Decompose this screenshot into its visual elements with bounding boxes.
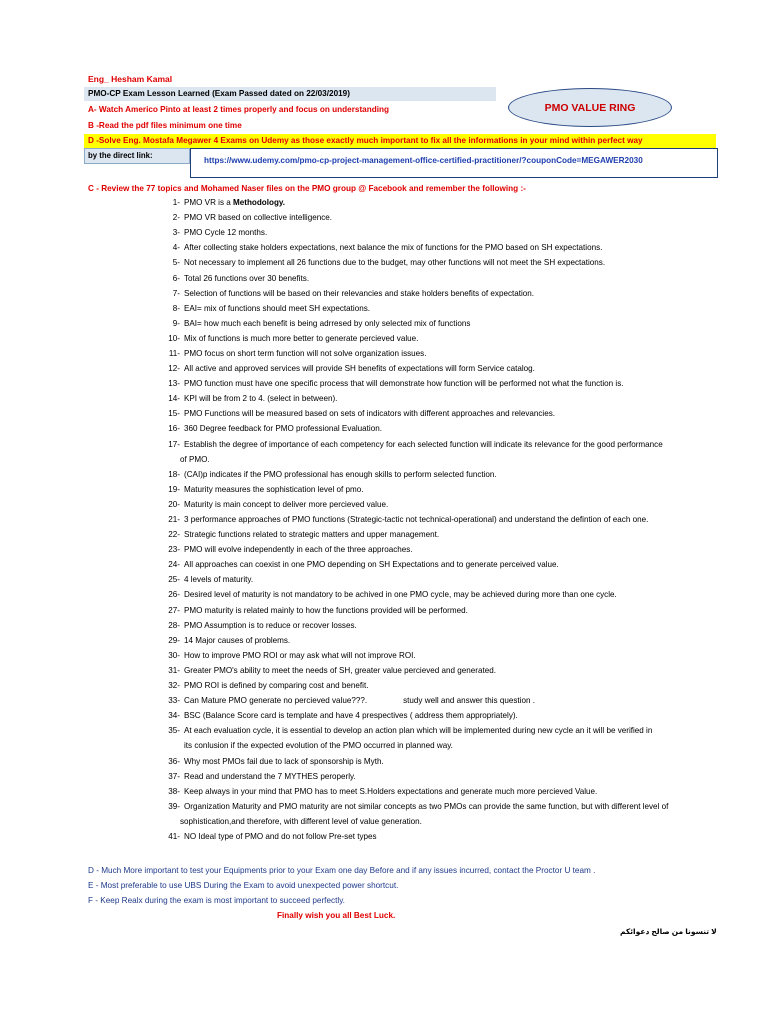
list-item-text: (CAI)p indicates if the PMO professional has enough skills to perform selected function.: [184, 469, 497, 479]
list-item-number: 31-: [168, 665, 180, 675]
list-item-number: 13-: [168, 379, 180, 389]
list-item-number: 14-: [168, 394, 180, 404]
list-item: [160, 527, 720, 542]
list-item-text: NO Ideal type of PMO and do not follow Pre-set types: [184, 831, 377, 841]
list-item: [160, 603, 720, 618]
list-item: [160, 210, 720, 225]
list-item-text: EAI= mix of functions should meet SH expectations.: [184, 303, 371, 313]
list-item-text: PMO Assumption is to reduce or recover losses.: [184, 620, 357, 630]
list-item-number: 34-: [168, 711, 180, 721]
list-item: [160, 225, 720, 240]
list-item-text: Strategic functions related to strategic matters and upper management.: [184, 530, 440, 540]
document-title: PMO-CP Exam Lesson Learned (Exam Passed dated on 22/03/2019): [88, 89, 350, 98]
list-item: [160, 648, 720, 663]
list-item-number: 5-: [172, 258, 180, 268]
list-item-text: PMO ROI is defined by comparing cost and benefit.: [184, 681, 369, 691]
footer-f: F - Keep Realx during the exam is most important to succeed perfectly.: [88, 896, 345, 905]
list-item: [160, 497, 720, 512]
list-item: [160, 361, 720, 376]
list-item-number: 24-: [168, 560, 180, 570]
list-item-text: PMO focus on short term function will not solve organization issues.: [184, 348, 427, 358]
list-item-number: 29-: [168, 635, 180, 645]
list-item-number: 41-: [168, 831, 180, 841]
pmo-value-ring-badge: [508, 88, 672, 127]
list-item-text: Desired level of maturity is not mandatory to be achived in one PMO cycle, may be achieved during more than one cycle.: [184, 590, 617, 600]
list-item: [160, 829, 720, 844]
list-item: [160, 240, 720, 255]
step-d-udemy: D -Solve Eng. Mostafa Megawer 4 Exams on Udemy as those exactly much important to fix all the informations in your mind within perfect way: [88, 136, 643, 145]
list-item: [160, 437, 720, 452]
list-item-text: Keep always in your mind that PMO has to meet S.Holders expectations and generate much more percieved Value.: [184, 786, 598, 796]
list-item-text: PMO VR based on collective intelligence.: [184, 213, 333, 223]
review-list: [160, 195, 720, 844]
list-item-number: 38-: [168, 786, 180, 796]
list-item-number: 18-: [168, 469, 180, 479]
list-item-number: 33-: [168, 696, 180, 706]
list-item-text: PMO VR is a Methodology.: [184, 198, 286, 208]
list-item: [160, 421, 720, 436]
list-item: [160, 376, 720, 391]
list-item-number: 7-: [172, 288, 180, 298]
list-item-number: 17-: [168, 439, 180, 449]
list-item-text: 360 Degree feedback for PMO professional Evaluation.: [184, 424, 382, 434]
arabic-note: لا تنسونا من صالح دعوائكم: [620, 927, 717, 936]
list-item: [160, 346, 720, 361]
author-name: Eng_ Hesham Kamal: [88, 74, 173, 84]
list-item: [160, 633, 720, 648]
list-item-number: 8-: [172, 303, 180, 313]
list-item-text: BSC (Balance Score card is template and have 4 prespectives ( address them appropriately).: [184, 711, 518, 721]
step-c: C - Review the 77 topics and Mohamed Naser files on the PMO group @ Facebook and remember the following :-: [88, 184, 526, 193]
list-item-text: PMO Cycle 12 months.: [184, 228, 268, 238]
list-item: [160, 557, 720, 572]
list-item-number: 9-: [172, 318, 180, 328]
list-item-number: 28-: [168, 620, 180, 630]
list-item-number: 36-: [168, 756, 180, 766]
list-item-number: 37-: [168, 771, 180, 781]
list-item-number: 12-: [168, 364, 180, 374]
list-item-continuation: its conlusion if the expected evolution of the PMO occurred in planned way.: [184, 741, 453, 751]
list-item-number: 30-: [168, 650, 180, 660]
list-item-number: 25-: [168, 575, 180, 585]
list-item-number: 32-: [168, 681, 180, 691]
list-item-number: 19-: [168, 484, 180, 494]
list-item-number: 39-: [168, 801, 180, 811]
ring-label: PMO VALUE RING: [544, 101, 636, 114]
list-item: [160, 195, 720, 210]
list-item: [160, 542, 720, 557]
list-item-text: Mix of functions is much more better to generate percieved value.: [184, 333, 419, 343]
list-item-text: PMO maturity is related mainly to how the functions provided will be performed.: [184, 605, 468, 615]
list-item: [160, 572, 720, 587]
list-item-text: All approaches can coexist in one PMO depending on SH Expectations and to generate perceived value.: [184, 560, 559, 570]
list-item: [160, 286, 720, 301]
list-item: [160, 784, 720, 799]
list-item-number: 21-: [168, 515, 180, 525]
list-item: [160, 467, 720, 482]
list-item-number: 16-: [168, 424, 180, 434]
list-item-continuation: sophistication,and therefore, with different level of value generation.: [180, 816, 422, 826]
list-item: [160, 663, 720, 678]
list-item-text: 14 Major causes of problems.: [184, 635, 291, 645]
list-item-number: 6-: [172, 273, 180, 283]
list-item-number: 2-: [172, 213, 180, 223]
list-item: [160, 270, 720, 285]
list-item-text: How to improve PMO ROI or may ask what will not improve ROI.: [184, 650, 416, 660]
list-item: [160, 799, 720, 814]
list-item-number: 23-: [168, 545, 180, 555]
list-item-text: After collecting stake holders expectations, next balance the mix of functions for the PMO based on SH expectations.: [184, 243, 603, 253]
list-item-text: PMO will evolve independently in each of the three approaches.: [184, 545, 413, 555]
footer-e: E - Most preferable to use UBS During the Exam to avoid unexpected power shortcut.: [88, 881, 399, 890]
list-item-number: 1-: [172, 198, 180, 208]
list-item-text: All active and approved services will provide SH benefits of expectations will form Service catalog.: [184, 364, 535, 374]
footer-d: D - Much More important to test your Equipments prior to your Exam one day Before and if any issues incurred, contact the Proctor U team .: [88, 866, 596, 875]
list-item-number: 35-: [168, 726, 180, 736]
step-b: B -Read the pdf files minimum one time: [88, 121, 242, 130]
link-label: by the direct link:: [88, 151, 153, 160]
list-item-text: Organization Maturity and PMO maturity are not similar concepts as two PMOs can provide the same function, but with different level of: [184, 801, 669, 811]
list-item: [160, 769, 720, 784]
list-item: [160, 512, 720, 527]
list-item-text: Not necessary to implement all 26 functions due to the budget, may other functions will not meet the SH expectations.: [184, 258, 606, 268]
list-item: [160, 406, 720, 421]
list-item-text: PMO function must have one specific process that will demonstrate how function will be performed not what the function is.: [184, 379, 624, 389]
list-item-text: 4 levels of maturity.: [184, 575, 254, 585]
list-item: [160, 723, 720, 738]
list-item-text: PMO Functions will be measured based on sets of indicators with different approaches and relevancies.: [184, 409, 556, 419]
list-item: [160, 391, 720, 406]
step-a: A- Watch Americo Pinto at least 2 times properly and focus on understanding: [88, 105, 390, 114]
list-item: [160, 753, 720, 768]
list-item: [160, 331, 720, 346]
list-item: [160, 587, 720, 602]
list-item-number: 4-: [172, 243, 180, 253]
list-item-number: 20-: [168, 499, 180, 509]
list-item: [160, 255, 720, 270]
udemy-link[interactable]: https://www.udemy.com/pmo-cp-project-management-office-certified-practitioner/?couponCode=MEGAWER2030: [204, 156, 643, 165]
list-item: [160, 693, 720, 708]
list-item-text: Total 26 functions over 30 benefits.: [184, 273, 310, 283]
list-item-continuation: of PMO.: [180, 454, 210, 464]
list-item-number: 11-: [168, 348, 180, 358]
closing-wish: Finally wish you all Best Luck.: [277, 911, 396, 920]
list-item-number: 27-: [168, 605, 180, 615]
list-item-text: Greater PMO's ability to meet the needs of SH, greater value percieved and generated.: [184, 665, 496, 675]
list-item-number: 10-: [168, 333, 180, 343]
list-item-text: Establish the degree of importance of each competency for each selected function will indicate its relevance for the good performance: [184, 439, 663, 449]
list-item-text: At each evaluation cycle, it is essential to develop an action plan which will be implemented during new cycle an it will be verified in: [184, 726, 653, 736]
list-item-text: 3 performance approaches of PMO functions (Strategic-tactic not technical-operational) and understand the defintion of each one.: [184, 515, 649, 525]
list-item: [160, 482, 720, 497]
list-item-text: Why most PMOs fail due to lack of sponsorship is Myth.: [184, 756, 384, 766]
list-item: [160, 301, 720, 316]
list-item-number: 15-: [168, 409, 180, 419]
list-item: [160, 678, 720, 693]
list-item-text: KPI will be from 2 to 4. (select in between).: [184, 394, 338, 404]
list-item-text: Read and understand the 7 MYTHES peroperly.: [184, 771, 356, 781]
list-item-number: 3-: [172, 228, 180, 238]
list-item-text: Can Mature PMO generate no percieved value???. study well and answer this question .: [184, 696, 535, 706]
list-item-number: 22-: [168, 530, 180, 540]
list-item-text: Selection of functions will be based on their relevancies and stake holders benefits of expectation.: [184, 288, 535, 298]
list-item-text: Maturity measures the sophistication level of pmo.: [184, 484, 364, 494]
list-item: [160, 708, 720, 723]
list-item-text: Maturity is main concept to deliver more percieved value.: [184, 499, 389, 509]
list-item-text: BAI= how much each benefit is being adrresed by only selected mix of functions: [184, 318, 471, 328]
list-item: [160, 316, 720, 331]
list-item: [160, 618, 720, 633]
list-item-number: 26-: [168, 590, 180, 600]
